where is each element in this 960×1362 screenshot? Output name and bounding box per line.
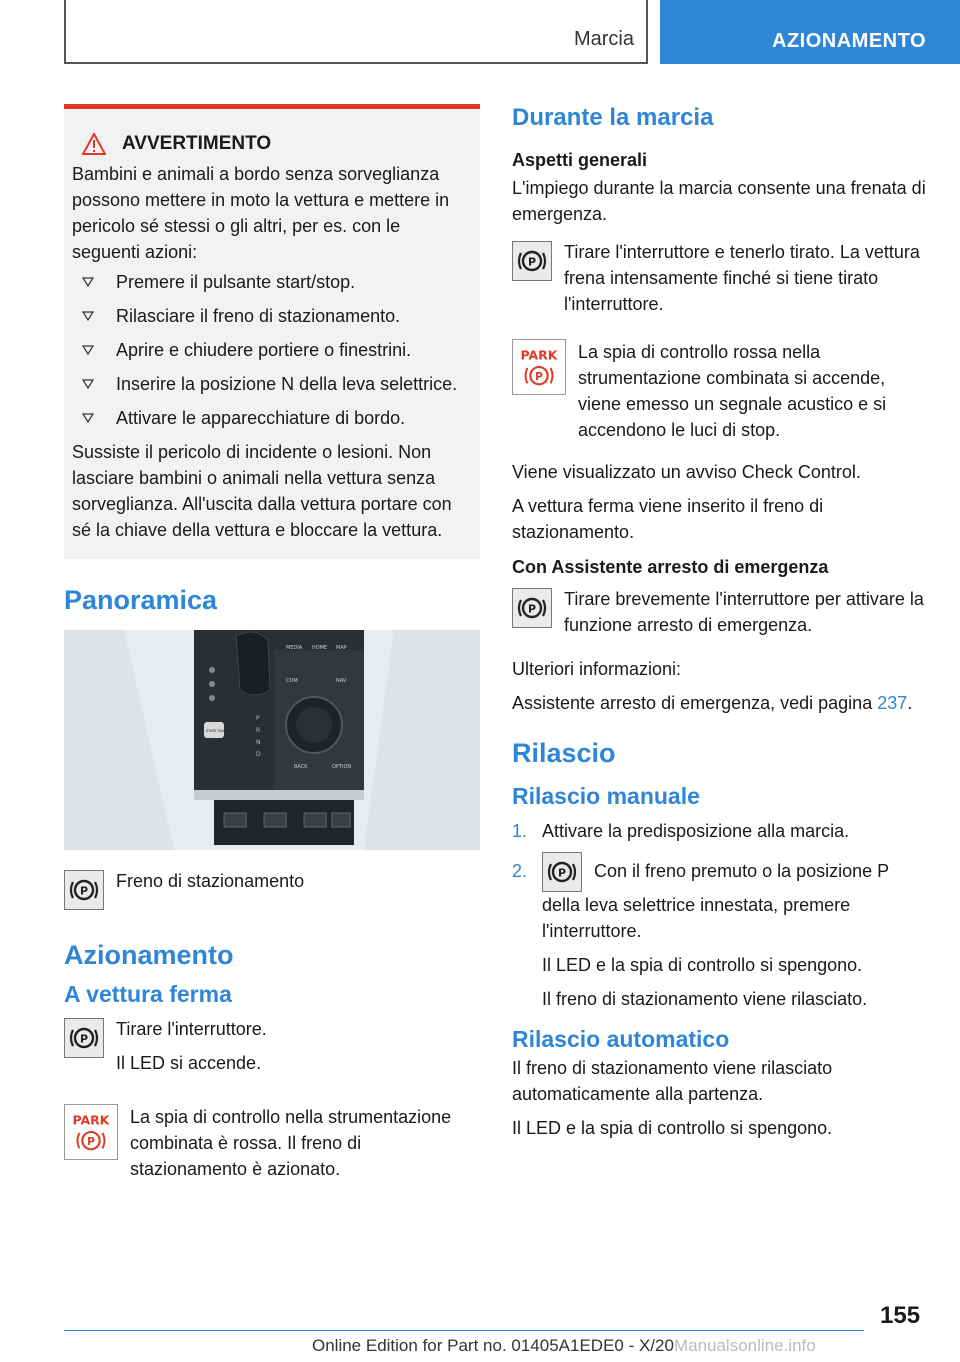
warning-list-item-text: Inserire la posizione N della leva selettrice. <box>116 374 458 394</box>
warning-list-item <box>82 371 470 397</box>
park-lamp-label: PARK <box>520 347 558 363</box>
header-chapter-tab <box>660 0 960 64</box>
center-console-photo <box>64 630 480 850</box>
durante-park-row <box>512 339 928 451</box>
console-label: BACK <box>294 764 308 770</box>
center-console-illustration <box>64 630 480 850</box>
parking-brake-button-icon <box>512 241 552 281</box>
step-number: 1. <box>512 821 528 841</box>
warning-intro: Bambini e animali a bordo senza sorveglianza possono mettere in moto la vettura e mettere in pericolo sé stessi o gli altri, per es. con le seguenti azioni: <box>72 164 450 262</box>
console-label: START ENGINE STOP <box>206 729 242 733</box>
heading-panoramica: Panoramica <box>64 585 218 615</box>
park-warning-lamp-icon <box>512 339 566 395</box>
footer-watermark: Manualsonline.info <box>673 1336 816 1355</box>
heading-rilascio: Rilascio <box>512 738 616 768</box>
parking-brake-button-icon <box>542 852 582 892</box>
parking-brake-button-icon <box>64 1018 104 1058</box>
page-reference-link[interactable]: 237 <box>877 693 908 713</box>
park-warning-lamp-icon <box>64 1104 118 1160</box>
left-column <box>64 104 480 1198</box>
subheading-assistente-arresto: Con Assistente arresto di emergenza <box>512 557 829 577</box>
warning-list-item <box>82 337 470 363</box>
footer-edition-text: Online Edition for Part no. 01405A1EDE0 - X/20 <box>312 1336 674 1355</box>
footer-edition <box>312 1336 816 1356</box>
subheading-rilascio-automatico: Rilascio automatico <box>512 1026 730 1052</box>
subheading-rilascio-manuale: Rilascio manuale <box>512 783 700 809</box>
warning-box <box>64 104 480 559</box>
console-label: COM <box>286 678 298 684</box>
durante-p2: Viene visualizzato un avviso Check Control. <box>512 462 861 482</box>
svg-text:P: P <box>79 1032 89 1046</box>
rilascio-steps <box>512 818 928 1012</box>
step-number: 2. <box>512 861 528 881</box>
svg-text:P: P <box>527 602 537 616</box>
svg-text:P: P <box>557 866 567 880</box>
warning-list-item <box>82 269 470 295</box>
step-detail: Il freno di stazionamento viene rilasciato. <box>542 989 868 1009</box>
header-section-box <box>64 0 648 64</box>
svg-text:P: P <box>527 255 537 269</box>
bullet-triangle-icon <box>82 413 94 423</box>
bullet-triangle-icon <box>82 345 94 355</box>
durante-p5: Assistente arresto di emergenza, vedi pagina 237. <box>512 693 913 713</box>
console-label: MEDIA <box>286 645 303 651</box>
console-label: R <box>256 727 261 734</box>
warning-title-text: AVVERTIMENTO <box>122 133 272 154</box>
heading-durante-la-marcia: Durante la marcia <box>512 104 714 131</box>
step-detail: Il LED e la spia di controllo si spengono. <box>542 955 863 975</box>
azionamento-park-text: La spia di controllo nella strumentazione combinata è rossa. Il freno di stazionamento è azionato. <box>130 1107 452 1179</box>
header-section-label: Marcia <box>573 28 634 50</box>
console-label: MAP <box>336 645 347 651</box>
subheading-vettura-ferma: A vettura ferma <box>64 981 232 1007</box>
durante-p1: L'impiego durante la marcia consente una frenata di emergenza. <box>512 178 926 224</box>
durante-step-2 <box>512 586 928 646</box>
photo-caption: Freno di stazionamento <box>116 871 305 891</box>
rilascio-step <box>512 818 928 844</box>
durante-step-text: Tirare l'interruttore e tenerlo tirato. La vettura frena intensamente finché si tiene tirato l'interruttore. <box>564 242 920 314</box>
azionamento-park-row <box>64 1104 480 1190</box>
durante-p5-text: Assistente arresto di emergenza, vedi pagina <box>512 693 873 713</box>
warning-title <box>82 133 470 155</box>
parking-brake-button-icon <box>64 870 104 910</box>
park-lamp-label: PARK <box>72 1112 110 1128</box>
durante-park-text: La spia di controllo rossa nella strumentazione combinata si accende, viene emesso un segnale acustico e si accendono le luci di stop. <box>578 342 887 440</box>
subheading-aspetti-generali: Aspetti generali <box>512 150 648 170</box>
parking-brake-button-icon <box>512 588 552 628</box>
azionamento-step <box>64 1016 480 1084</box>
console-label: N <box>256 739 261 746</box>
bullet-triangle-icon <box>82 311 94 321</box>
console-label: P <box>256 715 260 722</box>
rilascio-step <box>512 858 928 1012</box>
bullet-triangle-icon <box>82 379 94 389</box>
durante-p4: Ulteriori informazioni: <box>512 659 682 679</box>
step-text: Attivare la predisposizione alla marcia. <box>542 821 850 841</box>
bullet-triangle-icon <box>82 277 94 287</box>
svg-text:P: P <box>87 1136 95 1148</box>
durante-p3: A vettura ferma viene inserito il freno di stazionamento. <box>512 496 824 542</box>
rilascio-p2: Il LED e la spia di controllo si spengono. <box>512 1118 833 1138</box>
azionamento-step-text <box>116 1016 267 1084</box>
heading-azionamento: Azionamento <box>64 940 234 970</box>
svg-text:P: P <box>79 884 89 898</box>
svg-text:P: P <box>535 371 543 383</box>
step-text: Con il freno premuto o la posizione P della leva selettrice innestata, premere l'interruttore. <box>542 861 889 941</box>
console-label: NAV <box>336 678 347 684</box>
azionamento-line1: Tirare l'interruttore. <box>116 1019 267 1039</box>
durante-step <box>512 239 928 325</box>
warning-list-item-text: Attivare le apparecchiature di bordo. <box>116 408 406 428</box>
console-label: OPTION <box>332 764 352 770</box>
console-label: D <box>256 751 261 758</box>
header-chapter-label: AZIONAMENTO <box>772 30 927 52</box>
warning-list-item-text: Premere il pulsante start/stop. <box>116 272 356 292</box>
right-column <box>512 104 928 1149</box>
warning-list-item-text: Rilasciare il freno di stazionamento. <box>116 306 401 326</box>
warning-list-item <box>82 303 470 329</box>
footer-divider <box>64 1330 864 1331</box>
warning-triangle-icon <box>82 133 106 155</box>
page-number: 155 <box>880 1302 921 1329</box>
warning-outro: Sussiste il pericolo di incidente o lesioni. Non lasciare bambini o animali nella vettura senza sorveglianza. All'uscita dalla vettura portare con sé la chiave della vettura e bloccare la vettura. <box>72 442 452 540</box>
azionamento-line2: Il LED si accende. <box>116 1053 262 1073</box>
rilascio-p1: Il freno di stazionamento viene rilasciato automaticamente alla partenza. <box>512 1058 833 1104</box>
warning-list-item-text: Aprire e chiudere portiere o finestrini. <box>116 340 412 360</box>
warning-list <box>72 269 470 431</box>
console-label: HOME <box>312 645 328 651</box>
warning-list-item <box>82 405 470 431</box>
caption-row <box>64 868 480 910</box>
durante-step-2-text: Tirare brevemente l'interruttore per attivare la funzione arresto di emergenza. <box>564 589 924 635</box>
